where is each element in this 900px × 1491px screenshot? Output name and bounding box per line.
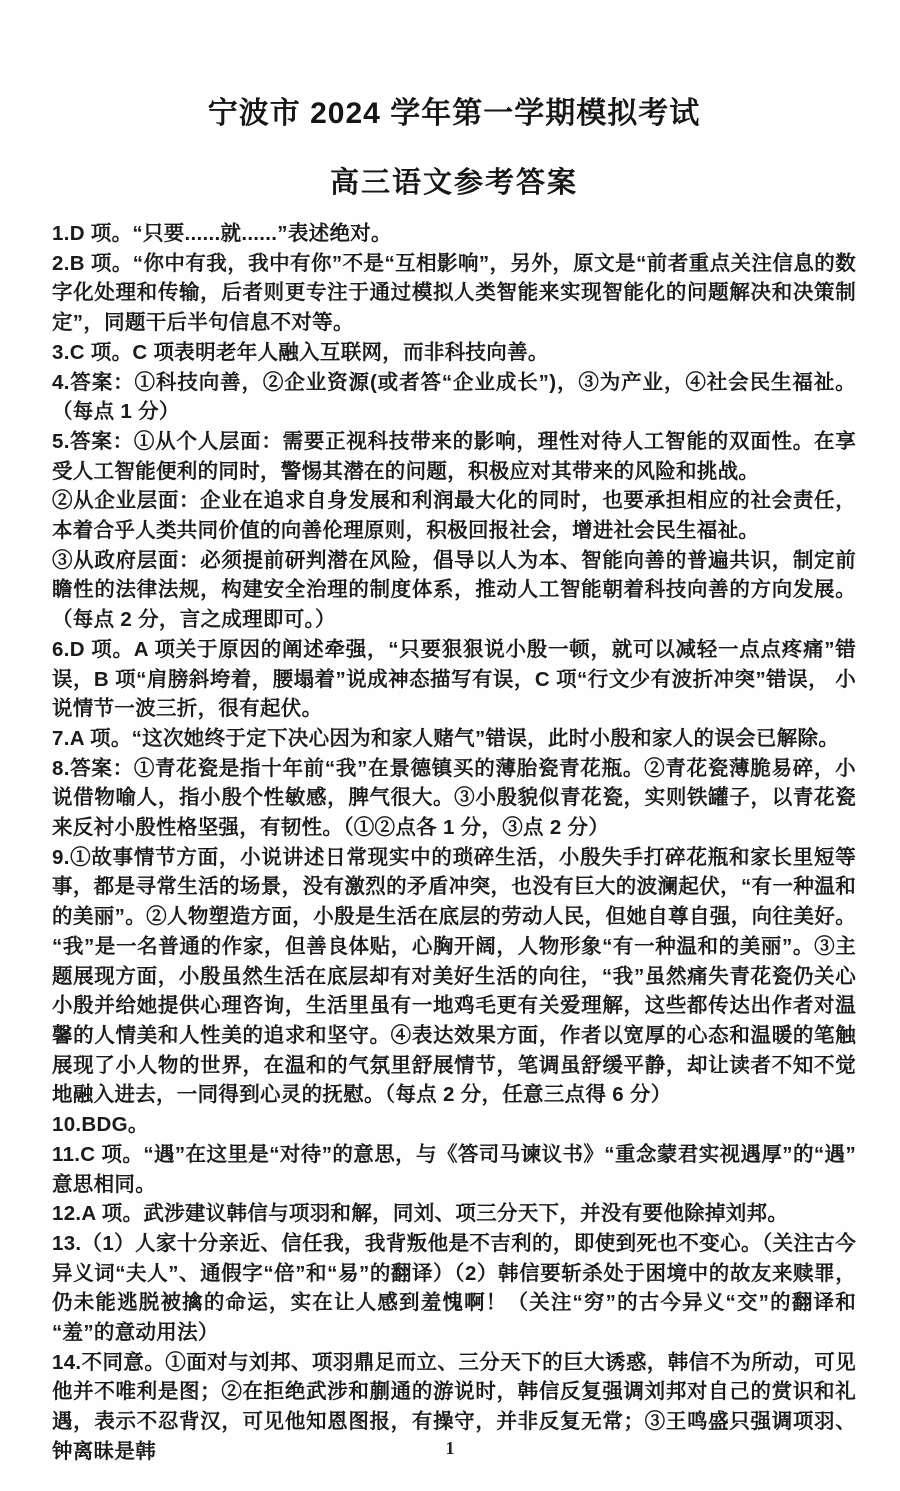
answer-paragraph: 6.D 项。A 项关于原因的阐述牵强，“只要狠狠说小殷一顿，就可以减轻一点点疼痛”错误，B 项“肩膀斜垮着，腰塌着”说成神态描写有误，C 项“行文少有波折冲突”错误， 小说情节一波三折，很有起伏。 xyxy=(52,637,856,721)
answer-paragraph: 12.A 项。武涉建议韩信与项羽和解，同刘、项三分天下，并没有要他除掉刘邦。 xyxy=(52,1202,789,1226)
answer-paragraph: 13.（1）人家十分亲近、信任我，我背叛他是不吉利的，即使到死也不变心。（关注古今异义词“夫人”、通假字“倍”和“易”的翻译）（2）韩信要斩杀处于困境中的故友来赎罪，仍未能逃脱被擒的命运，实在让人感到羞愧啊！（关注“穷”的古今异义“交”的翻译和“羞”的意动用法） xyxy=(52,1231,856,1345)
answer-paragraph: ②从企业层面：企业在追求自身发展和利润最大化的同时，也要承担相应的社会责任，本着合乎人类共同价值的向善伦理原则，积极回报社会，增进社会民生福祉。 xyxy=(52,489,856,543)
answers-content xyxy=(52,219,856,1467)
answer-paragraph: 7.A 项。“这次她终于定下决心因为和家人赌气”错误，此时小殷和家人的误会已解除。 xyxy=(52,726,840,750)
answer-paragraph: 14.不同意。①面对与刘邦、项羽鼎足而立、三分天下的巨大诱惑，韩信不为所动，可见他并不唯利是图；②在拒绝武涉和蒯通的游说时，韩信反复强调刘邦对自己的赏识和礼遇，表示不忍背汉，可见他知恩图报，有操守，并非反复无常；③王鸣盛只强调项羽、钟离昧是韩 xyxy=(52,1350,856,1463)
answer-paragraph: 8.答案：①青花瓷是指十年前“我”在景德镇买的薄胎瓷青花瓶。②青花瓷薄脆易碎，小说借物喻人，指小殷个性敏感，脾气很大。③小殷貌似青花瓷，实则铁罐子，以青花瓷来反衬小殷性格坚强，有韧性。（①②点各 1 分，③点 2 分） xyxy=(52,756,856,840)
answer-paragraph: 3.C 项。C 项表明老年人融入互联网，而非科技向善。 xyxy=(52,340,549,364)
page-number: 1 xyxy=(445,1438,455,1458)
answer-paragraph: 10.BDG。 xyxy=(52,1113,149,1137)
document-title: 宁波市 2024 学年第一学期模拟考试 xyxy=(207,97,701,130)
answer-paragraph: 5.答案：①从个人层面：需要正视科技带来的影响，理性对待人工智能的双面性。在享受人工智能便利的同时，警惕其潜在的问题，积极应对其带来的风险和挑战。 xyxy=(52,429,856,483)
answer-paragraph: 11.C 项。“遇”在这里是“对待”的意思，与《答司马谏议书》“重念蒙君实视遇厚”的“遇”意思相同。 xyxy=(52,1142,856,1196)
answer-paragraph: ③从政府层面：必须提前研判潜在风险，倡导以人为本、智能向善的普遍共识，制定前瞻性的法律法规，构建安全治理的制度体系，推动人工智能朝着科技向善的方向发展。（每点 2 分，言之成理即可。） xyxy=(52,548,856,632)
answer-paragraph: 9.①故事情节方面，小说讲述日常现实中的琐碎生活，小殷失手打碎花瓶和家长里短等事，都是寻常生活的场景，没有激烈的矛盾冲突，也没有巨大的波澜起伏，“有一种温和的美丽”。②人物塑造方面，小殷是生活在底层的劳动人民，但她自尊自强，向往美好。“我”是一名普通的作家，但善良体贴，心胸开阔，人物形象“有一种温和的美丽”。③主题展现方面，小殷虽然生活在底层却有对美好生活的向往，“我”虽然痛失青花瓷仍关心小殷并给她提供心理咨询，生活里虽有一地鸡毛更有关爱理解，这些都传达出作者对温馨的人情美和人性美的追求和坚守。④表达效果方面，作者以宽厚的心态和温暖的笔触展现了小人物的世界，在温和的气氛里舒展情节，笔调虽舒缓平静，却让读者不知不觉地融入进去，一同得到心灵的抚慰。（每点 2 分，任意三点得 6 分） xyxy=(52,845,856,1107)
answer-paragraph: 4.答案：①科技向善，②企业资源(或者答“企业成长”)，③为产业，④社会民生福祉。（每点 1 分） xyxy=(52,370,856,424)
document-subtitle: 高三语文参考答案 xyxy=(329,167,578,199)
answer-paragraph: 1.D 项。“只要......就......”表述绝对。 xyxy=(52,222,392,245)
answer-paragraph: 2.B 项。“你中有我，我中有你”不是“互相影响”，另外，原文是“前者重点关注信息的数字化处理和传输，后者则更专注于通过模拟人类智能来实现智能化的问题解决和决策制定”，同题干后半句信息不对等。 xyxy=(52,251,856,335)
